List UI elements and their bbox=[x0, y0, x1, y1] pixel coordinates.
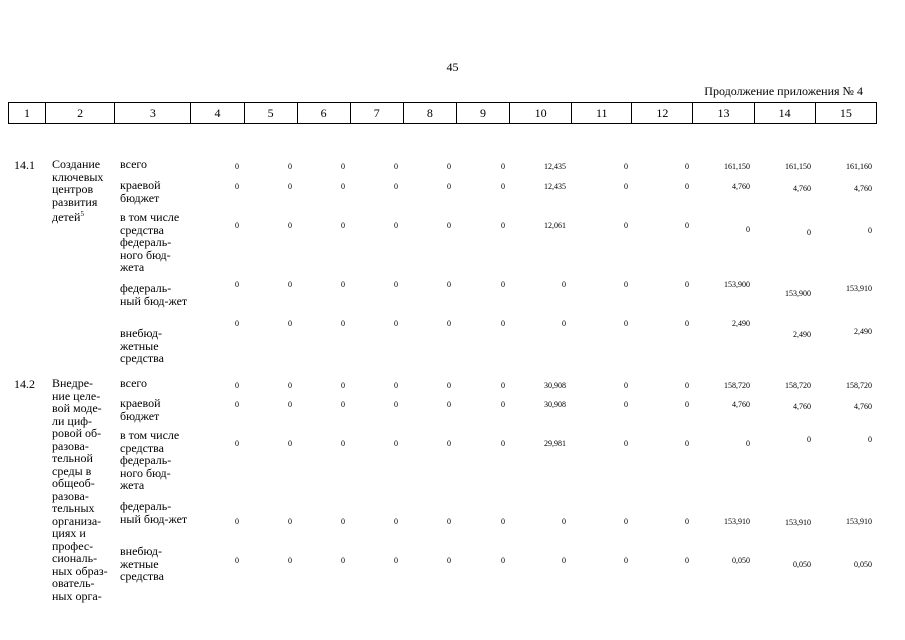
column-header: 9 bbox=[456, 103, 509, 124]
source-label: краевой бюджет bbox=[120, 178, 161, 205]
value-cell: 0 bbox=[341, 280, 345, 289]
section-name: Внедре-ние целе-вой моде-ли циф-ровой об-разова-тельной среды в общеоб-разова-тельных организа-циях и профес-сиональ-ных образ-ователь-ных орга- bbox=[52, 376, 108, 603]
column-header-table bbox=[8, 102, 877, 124]
value-cell: 0 bbox=[394, 182, 398, 191]
column-header: 15 bbox=[815, 103, 876, 124]
value-cell: 0 bbox=[447, 182, 451, 191]
source-label: внебюд-жетные средства bbox=[120, 544, 165, 583]
value-cell: 0 bbox=[807, 228, 811, 237]
value-cell: 0 bbox=[685, 280, 689, 289]
value-cell: 0 bbox=[624, 162, 628, 171]
column-header: 1 bbox=[9, 103, 46, 124]
value-cell: 0 bbox=[685, 319, 689, 328]
value-cell: 0 bbox=[501, 280, 505, 289]
value-cell: 0 bbox=[235, 400, 239, 409]
value-cell: 0 bbox=[288, 381, 292, 390]
value-cell: 0 bbox=[685, 182, 689, 191]
value-cell: 4,760 bbox=[793, 184, 811, 193]
value-cell: 0 bbox=[394, 221, 398, 230]
value-cell: 0 bbox=[235, 556, 239, 565]
page-number: 45 bbox=[446, 60, 459, 74]
value-cell: 0 bbox=[501, 182, 505, 191]
column-header: 6 bbox=[297, 103, 350, 124]
value-cell: 0 bbox=[807, 435, 811, 444]
value-cell: 153,910 bbox=[846, 517, 872, 526]
value-cell: 0 bbox=[341, 400, 345, 409]
value-cell: 153,900 bbox=[785, 289, 811, 298]
value-cell: 0 bbox=[235, 517, 239, 526]
source-label: краевой бюджет bbox=[120, 396, 161, 423]
value-cell: 0 bbox=[501, 439, 505, 448]
column-header: 4 bbox=[191, 103, 244, 124]
value-cell: 0 bbox=[341, 517, 345, 526]
section-name-text: Создание ключевых центров развития детей bbox=[52, 157, 104, 224]
value-cell: 153,910 bbox=[724, 517, 750, 526]
value-cell: 0 bbox=[685, 221, 689, 230]
value-cell: 0 bbox=[341, 556, 345, 565]
column-header: 5 bbox=[244, 103, 297, 124]
value-cell: 0 bbox=[685, 162, 689, 171]
value-cell: 0 bbox=[624, 182, 628, 191]
value-cell: 0 bbox=[447, 381, 451, 390]
section-number: 14.1 bbox=[14, 158, 35, 172]
section-number: 14.2 bbox=[14, 377, 35, 391]
section-name bbox=[52, 158, 112, 224]
source-label: федераль-ный бюд-жет bbox=[120, 499, 188, 526]
value-cell: 0 bbox=[447, 319, 451, 328]
value-cell: 0 bbox=[562, 280, 566, 289]
value-cell: 0 bbox=[447, 221, 451, 230]
value-cell: 0 bbox=[562, 517, 566, 526]
value-cell: 153,910 bbox=[785, 518, 811, 527]
value-cell: 30,908 bbox=[544, 381, 566, 390]
value-cell: 158,720 bbox=[785, 381, 811, 390]
value-cell: 0,050 bbox=[732, 556, 750, 565]
value-cell: 0 bbox=[562, 319, 566, 328]
footnote-marker: 5 bbox=[80, 210, 84, 218]
source-label: в том числе средства федераль-ного бюд-жета bbox=[120, 428, 180, 492]
value-cell: 0 bbox=[288, 400, 292, 409]
value-cell: 0 bbox=[868, 226, 872, 235]
value-cell: 0 bbox=[447, 280, 451, 289]
value-cell: 0 bbox=[624, 556, 628, 565]
value-cell: 30,908 bbox=[544, 400, 566, 409]
value-cell: 0 bbox=[341, 162, 345, 171]
value-cell: 0,050 bbox=[793, 560, 811, 569]
value-cell: 158,720 bbox=[846, 381, 872, 390]
value-cell: 0 bbox=[341, 319, 345, 328]
value-cell: 0 bbox=[288, 280, 292, 289]
value-cell: 158,720 bbox=[724, 381, 750, 390]
value-cell: 0 bbox=[868, 435, 872, 444]
value-cell: 4,760 bbox=[854, 402, 872, 411]
value-cell: 0 bbox=[341, 221, 345, 230]
value-cell: 0 bbox=[685, 556, 689, 565]
value-cell: 0 bbox=[235, 221, 239, 230]
value-cell: 2,490 bbox=[793, 330, 811, 339]
column-header: 2 bbox=[46, 103, 115, 124]
value-cell: 0 bbox=[235, 319, 239, 328]
value-cell: 4,760 bbox=[732, 400, 750, 409]
value-cell: 0 bbox=[746, 439, 750, 448]
value-cell: 0 bbox=[685, 400, 689, 409]
value-cell: 4,760 bbox=[854, 184, 872, 193]
value-cell: 0 bbox=[235, 381, 239, 390]
value-cell: 2,490 bbox=[732, 319, 750, 328]
column-header: 7 bbox=[350, 103, 403, 124]
value-cell: 0 bbox=[685, 439, 689, 448]
value-cell: 4,760 bbox=[793, 402, 811, 411]
value-cell: 0 bbox=[288, 319, 292, 328]
value-cell: 0 bbox=[746, 225, 750, 234]
value-cell: 0 bbox=[394, 381, 398, 390]
value-cell: 0 bbox=[288, 517, 292, 526]
value-cell: 0 bbox=[394, 439, 398, 448]
value-cell: 0 bbox=[235, 439, 239, 448]
column-header: 8 bbox=[403, 103, 456, 124]
value-cell: 0,050 bbox=[854, 560, 872, 569]
column-header: 11 bbox=[572, 103, 632, 124]
value-cell: 153,910 bbox=[846, 284, 872, 293]
value-cell: 0 bbox=[394, 319, 398, 328]
value-cell: 0 bbox=[501, 162, 505, 171]
value-cell: 0 bbox=[394, 556, 398, 565]
value-cell: 0 bbox=[288, 162, 292, 171]
value-cell: 0 bbox=[501, 221, 505, 230]
column-header: 10 bbox=[510, 103, 572, 124]
value-cell: 0 bbox=[235, 182, 239, 191]
source-label: федераль-ный бюд-жет bbox=[120, 281, 188, 308]
value-cell: 0 bbox=[447, 517, 451, 526]
column-header: 14 bbox=[754, 103, 815, 124]
value-cell: 0 bbox=[447, 439, 451, 448]
value-cell: 161,150 bbox=[785, 162, 811, 171]
value-cell: 0 bbox=[394, 162, 398, 171]
value-cell: 0 bbox=[341, 182, 345, 191]
value-cell: 0 bbox=[394, 400, 398, 409]
value-cell: 0 bbox=[288, 439, 292, 448]
source-label: всего bbox=[120, 157, 148, 171]
value-cell: 0 bbox=[501, 400, 505, 409]
value-cell: 0 bbox=[624, 319, 628, 328]
value-cell: 0 bbox=[447, 556, 451, 565]
value-cell: 2,490 bbox=[854, 327, 872, 336]
value-cell: 0 bbox=[501, 556, 505, 565]
value-cell: 0 bbox=[288, 182, 292, 191]
value-cell: 0 bbox=[235, 280, 239, 289]
value-cell: 161,150 bbox=[724, 162, 750, 171]
value-cell: 12,435 bbox=[544, 182, 566, 191]
value-cell: 0 bbox=[624, 517, 628, 526]
value-cell: 0 bbox=[685, 381, 689, 390]
column-header: 12 bbox=[632, 103, 693, 124]
value-cell: 0 bbox=[562, 556, 566, 565]
value-cell: 0 bbox=[501, 381, 505, 390]
value-cell: 0 bbox=[624, 280, 628, 289]
value-cell: 0 bbox=[447, 162, 451, 171]
value-cell: 0 bbox=[624, 221, 628, 230]
value-cell: 0 bbox=[394, 280, 398, 289]
value-cell: 0 bbox=[447, 400, 451, 409]
value-cell: 153,900 bbox=[724, 280, 750, 289]
value-cell: 0 bbox=[288, 221, 292, 230]
value-cell: 0 bbox=[501, 319, 505, 328]
value-cell: 4,760 bbox=[732, 182, 750, 191]
value-cell: 0 bbox=[394, 517, 398, 526]
value-cell: 0 bbox=[341, 439, 345, 448]
value-cell: 12,061 bbox=[544, 221, 566, 230]
column-header: 13 bbox=[693, 103, 754, 124]
value-cell: 0 bbox=[501, 517, 505, 526]
source-label: в том числе средства федераль-ного бюд-жета bbox=[120, 210, 180, 274]
value-cell: 0 bbox=[624, 381, 628, 390]
value-cell: 161,160 bbox=[846, 162, 872, 171]
value-cell: 0 bbox=[288, 556, 292, 565]
value-cell: 0 bbox=[624, 439, 628, 448]
column-header: 3 bbox=[115, 103, 191, 124]
value-cell: 0 bbox=[341, 381, 345, 390]
source-label: внебюд-жетные средства bbox=[120, 326, 165, 365]
value-cell: 0 bbox=[685, 517, 689, 526]
value-cell: 29,981 bbox=[544, 439, 566, 448]
continuation-title: Продолжение приложения № 4 bbox=[704, 84, 863, 98]
value-cell: 0 bbox=[235, 162, 239, 171]
value-cell: 0 bbox=[624, 400, 628, 409]
value-cell: 12,435 bbox=[544, 162, 566, 171]
source-label: всего bbox=[120, 376, 148, 390]
